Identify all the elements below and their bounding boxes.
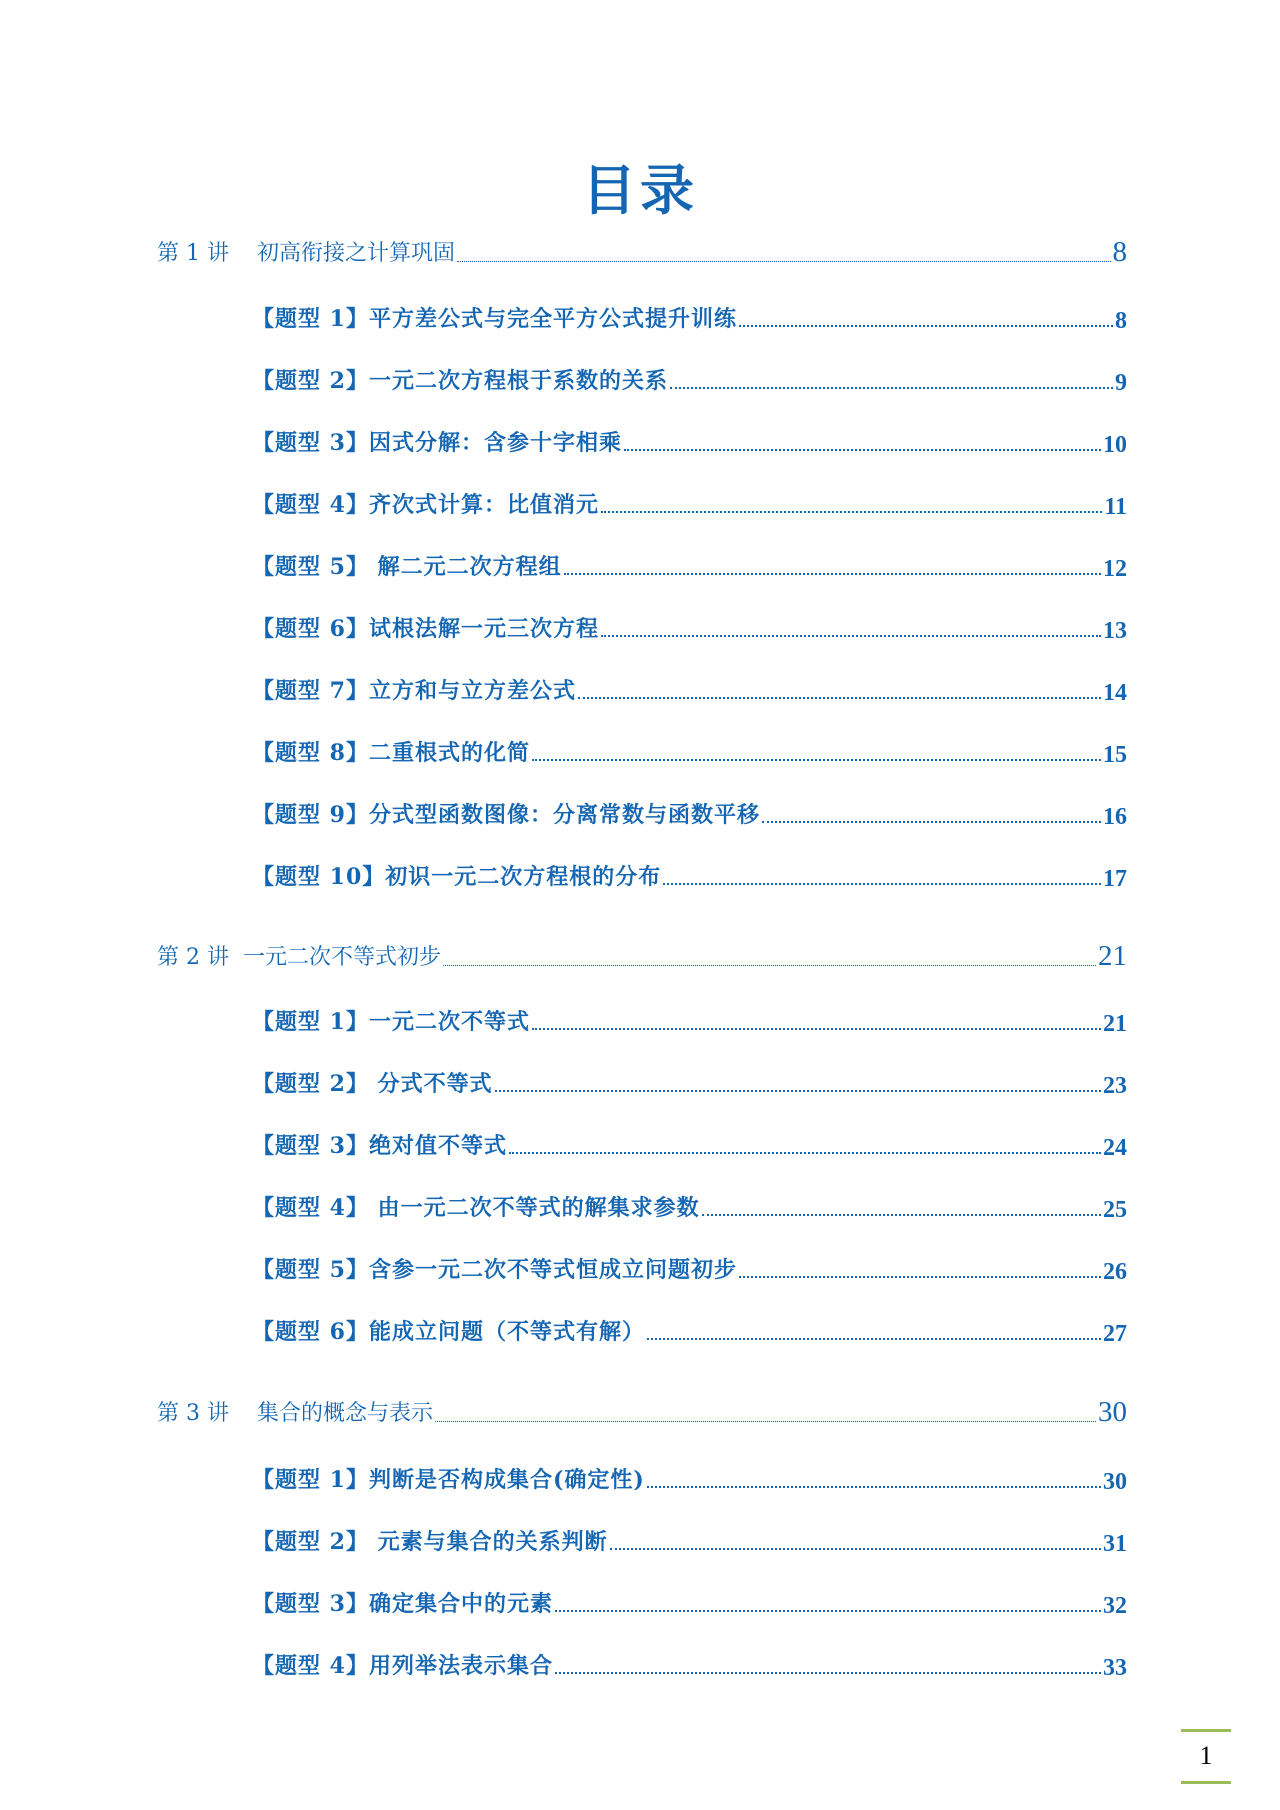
dot-leader	[509, 1151, 1101, 1154]
toc-topic[interactable]	[252, 1067, 1127, 1098]
toc-page-number: 31	[1103, 1531, 1127, 1557]
toc-entry-label: 【题型 3】绝对值不等式	[252, 1133, 507, 1159]
toc-topic[interactable]	[252, 364, 1127, 395]
toc-page-number: 21	[1103, 1011, 1127, 1037]
toc-entry-label: 第 1 讲 初高衔接之计算巩固	[157, 241, 455, 266]
toc-topic[interactable]	[252, 426, 1127, 457]
toc-topic[interactable]	[252, 1253, 1127, 1284]
toc-entry-label: 【题型 1】判断是否构成集合(确定性)	[252, 1467, 645, 1493]
toc-topic[interactable]	[252, 1191, 1127, 1222]
toc-entry-label: 【题型 3】确定集合中的元素	[252, 1591, 553, 1617]
toc-entry-label: 【题型 6】试根法解一元三次方程	[252, 616, 599, 642]
toc-page-number: 10	[1103, 432, 1127, 458]
toc-topic[interactable]	[252, 1005, 1127, 1036]
toc-entry-label: 【题型 9】分式型函数图像：分离常数与函数平移	[252, 802, 760, 828]
dot-leader	[601, 634, 1101, 637]
toc-topic[interactable]	[252, 488, 1127, 519]
dot-leader	[435, 1420, 1096, 1422]
toc-lecture-1[interactable]	[157, 236, 1127, 267]
dot-leader	[443, 964, 1096, 966]
toc-topic[interactable]	[252, 736, 1127, 767]
toc-entry-label: 【题型 4】 由一元二次不等式的解集求参数	[252, 1195, 700, 1221]
toc-page-number: 9	[1115, 370, 1127, 396]
dot-leader	[647, 1485, 1101, 1488]
dot-leader	[564, 572, 1101, 575]
dot-leader	[647, 1337, 1101, 1340]
toc-lecture-2[interactable]	[157, 940, 1127, 971]
toc-entry-label: 【题型 1】平方差公式与完全平方公式提升训练	[252, 306, 737, 332]
toc-topic[interactable]	[252, 1587, 1127, 1618]
toc-page-number: 15	[1103, 742, 1127, 768]
dot-leader	[762, 820, 1101, 823]
toc-topic[interactable]	[252, 1315, 1127, 1346]
dot-leader	[578, 696, 1101, 699]
toc-page-number: 32	[1103, 1593, 1127, 1619]
toc-page-number: 25	[1103, 1197, 1127, 1223]
toc-entry-label: 第 2 讲 一元二次不等式初步	[157, 945, 441, 970]
toc-topic[interactable]	[252, 612, 1127, 643]
toc-topic[interactable]	[252, 302, 1127, 333]
toc-entry-label: 【题型 1】一元二次不等式	[252, 1009, 530, 1035]
toc-entry-label: 【题型 4】用列举法表示集合	[252, 1653, 553, 1679]
footer-rule-top	[1181, 1729, 1231, 1732]
dot-leader	[495, 1089, 1101, 1092]
toc-topic[interactable]	[252, 1649, 1127, 1680]
dot-leader	[555, 1671, 1101, 1674]
toc-entry-label: 【题型 2】一元二次方程根于系数的关系	[252, 368, 668, 394]
toc-entry-label: 【题型 3】因式分解：含参十字相乘	[252, 430, 622, 456]
toc-page-number: 26	[1103, 1259, 1127, 1285]
toc-page-number: 27	[1103, 1321, 1127, 1347]
toc-page-number: 11	[1104, 494, 1127, 520]
toc-page-number: 30	[1103, 1469, 1127, 1495]
toc-topic[interactable]	[252, 1463, 1127, 1494]
dot-leader	[739, 1275, 1101, 1278]
page-title: 目录	[582, 159, 698, 222]
toc-page-number: 16	[1103, 804, 1127, 830]
toc-topic[interactable]	[252, 674, 1127, 705]
toc-page-number: 33	[1103, 1655, 1127, 1681]
toc-page-number: 8	[1115, 308, 1127, 334]
dot-leader	[702, 1213, 1101, 1216]
dot-leader	[670, 386, 1113, 389]
footer-rule-bottom	[1181, 1781, 1231, 1784]
dot-leader	[624, 448, 1101, 451]
dot-leader	[457, 260, 1111, 262]
toc-lecture-3[interactable]	[157, 1396, 1127, 1427]
toc-page-number: 23	[1103, 1073, 1127, 1099]
toc-topic[interactable]	[252, 860, 1127, 891]
dot-leader	[532, 1027, 1101, 1030]
toc-page-number: 24	[1103, 1135, 1127, 1161]
toc-entry-label: 【题型 7】立方和与立方差公式	[252, 678, 576, 704]
toc-page-number: 21	[1098, 940, 1127, 972]
toc-page-number: 13	[1103, 618, 1127, 644]
page-number: 1	[1199, 1741, 1213, 1770]
toc-entry-label: 【题型 2】 元素与集合的关系判断	[252, 1529, 608, 1555]
toc-entry-label: 【题型 4】齐次式计算：比值消元	[252, 492, 599, 518]
toc-topic[interactable]	[252, 798, 1127, 829]
toc-entry-label: 【题型 8】二重根式的化简	[252, 740, 530, 766]
toc-page-number: 30	[1098, 1396, 1127, 1428]
dot-leader	[739, 324, 1113, 327]
toc-entry-label: 第 3 讲 集合的概念与表示	[157, 1401, 433, 1426]
toc-entry-label: 【题型 2】 分式不等式	[252, 1071, 493, 1097]
toc-page-number: 17	[1103, 866, 1127, 892]
toc-entry-label: 【题型 5】 解二元二次方程组	[252, 554, 562, 580]
toc-page-number: 14	[1103, 680, 1127, 706]
dot-leader	[663, 882, 1101, 885]
toc-entry-label: 【题型 6】能成立问题（不等式有解）	[252, 1319, 645, 1345]
dot-leader	[555, 1609, 1101, 1612]
toc-entry-label: 【题型 10】初识一元二次方程根的分布	[252, 864, 662, 890]
dot-leader	[610, 1547, 1101, 1550]
toc-topic[interactable]	[252, 1129, 1127, 1160]
toc-page-number: 8	[1112, 236, 1127, 268]
dot-leader	[532, 758, 1101, 761]
toc-topic[interactable]	[252, 550, 1127, 581]
toc-page-number: 12	[1103, 556, 1127, 582]
toc-topic[interactable]	[252, 1525, 1127, 1556]
dot-leader	[601, 510, 1102, 513]
toc-entry-label: 【题型 5】含参一元二次不等式恒成立问题初步	[252, 1257, 737, 1283]
